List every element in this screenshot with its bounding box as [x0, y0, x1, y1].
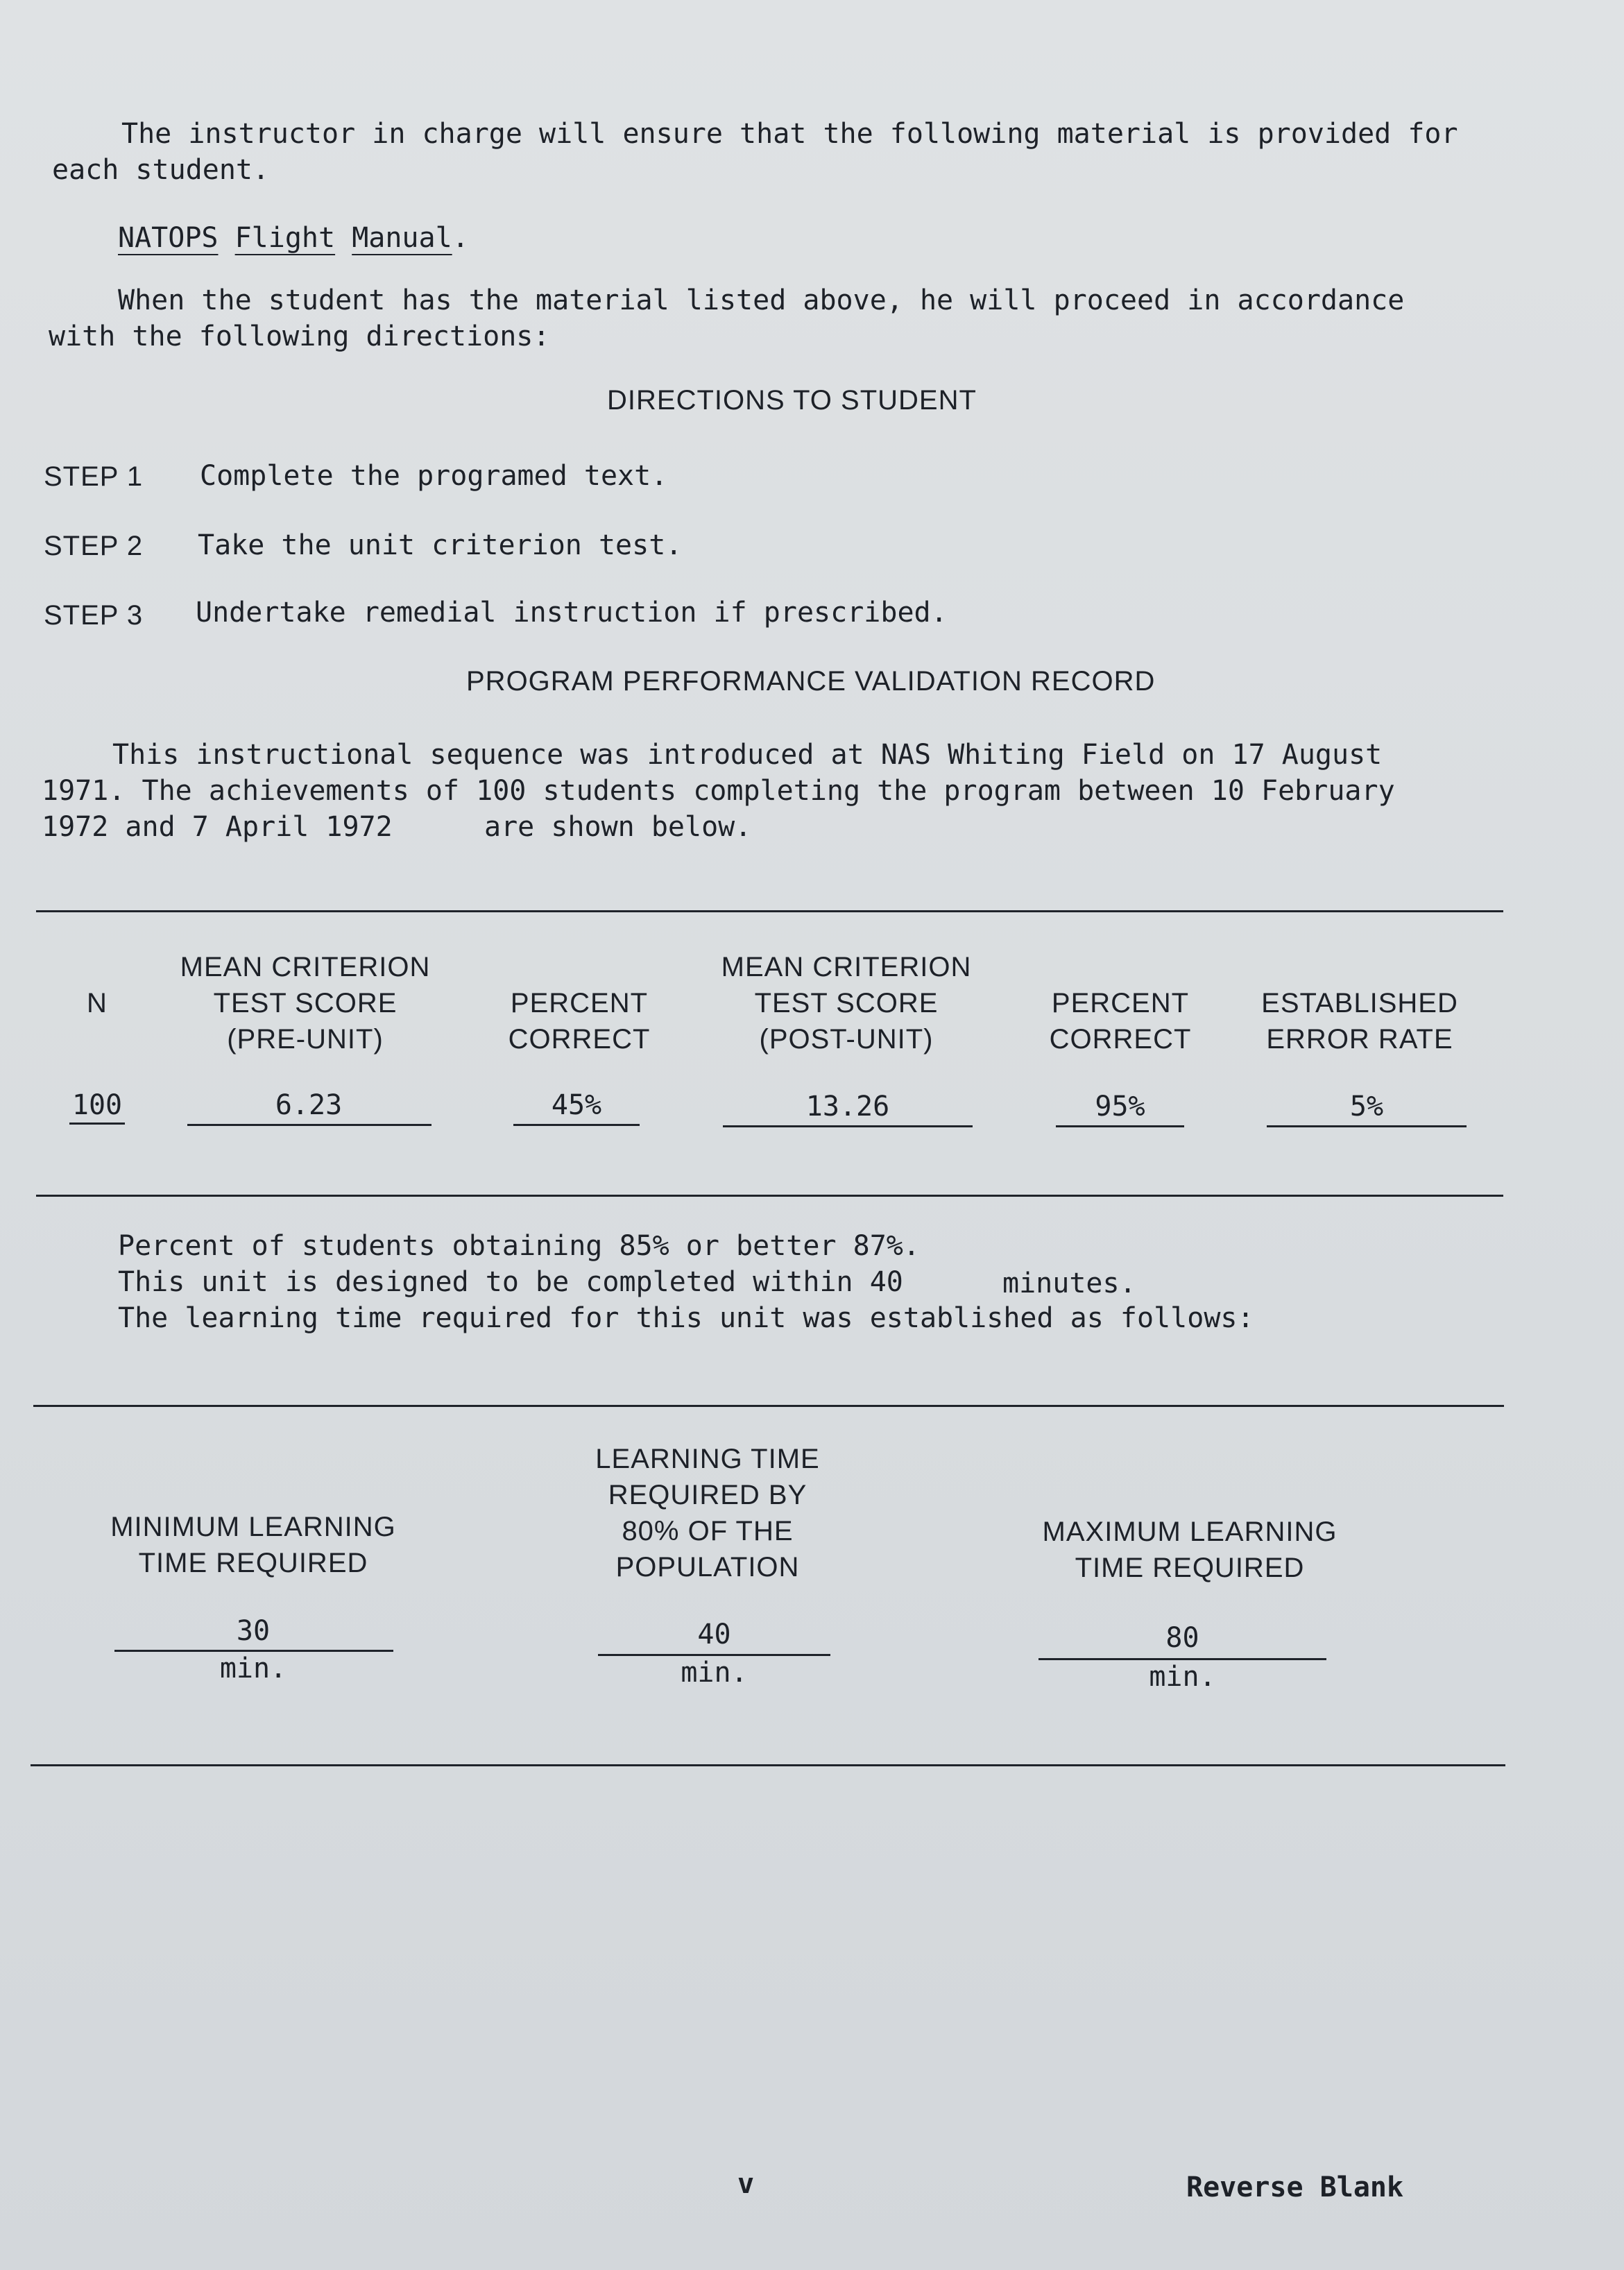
table2-top-rule — [33, 1405, 1504, 1407]
reverse-blank-note: Reverse Blank — [1186, 2171, 1404, 2203]
table2-value-maximum: 80 — [1165, 1622, 1199, 1654]
table1-value-post-score: 13.26 — [805, 1091, 890, 1123]
table2-maximum-fraction-line — [1038, 1658, 1326, 1660]
table2-header-minimum: MINIMUM LEARNING TIME REQUIRED — [110, 1512, 396, 1578]
proceed-line-2: with the following directions: — [49, 321, 550, 352]
table2-unit-minimum: min. — [219, 1653, 287, 1684]
table1-value-pre-percent-underline — [513, 1124, 640, 1126]
table1-header-error-rate: ESTABLISHED ERROR RATE — [1261, 988, 1458, 1055]
table2-header-maximum: MAXIMUM LEARNING TIME REQUIRED — [1042, 1517, 1337, 1583]
table1-value-error-rate-underline — [1267, 1125, 1467, 1127]
table1-value-pre-score: 6.23 — [275, 1089, 343, 1121]
intro-line-1: The instructor in charge will ensure that the following material is provided for — [121, 118, 1458, 150]
table1-value-n: 100 — [71, 1089, 123, 1121]
table1-value-error-rate: 5% — [1349, 1091, 1384, 1123]
materials-list — [118, 222, 469, 254]
table2-minimum-fraction-line — [114, 1650, 393, 1652]
table1-header-post-score: MEAN CRITERION TEST SCORE (POST-UNIT) — [721, 952, 972, 1055]
summary-line-2a: This unit is designed to be completed within 40 — [118, 1266, 903, 1298]
material-word-2: Flight — [234, 222, 336, 254]
table2-value-80-percent: 40 — [697, 1619, 731, 1650]
table1-value-post-percent-underline — [1056, 1125, 1184, 1127]
step-3-label: STEP 3 — [44, 600, 144, 631]
step-2-label: STEP 2 — [44, 531, 144, 561]
summary-line-2b: minutes. — [1002, 1268, 1136, 1299]
step-3-text: Undertake remedial instruction if prescribed. — [196, 597, 948, 629]
table1-header-post-percent: PERCENT CORRECT — [1049, 988, 1192, 1055]
table1-bottom-rule — [36, 1195, 1503, 1197]
table1-value-post-percent: 95% — [1095, 1091, 1145, 1123]
table2-value-minimum: 30 — [236, 1615, 271, 1647]
table1-header-pre-percent: PERCENT CORRECT — [508, 988, 651, 1055]
table2-unit-80-percent: min. — [681, 1657, 748, 1689]
record-intro-line-3b: are shown below. — [484, 811, 752, 843]
record-intro-line-1: This instructional sequence was introduced at NAS Whiting Field on 17 August — [112, 739, 1383, 771]
table2-bottom-rule — [31, 1764, 1505, 1766]
step-1-label: STEP 1 — [44, 461, 144, 492]
record-intro-line-3a: 1972 and 7 April 1972 — [42, 811, 393, 843]
summary-line-3: The learning time required for this unit was established as follows: — [118, 1302, 1254, 1334]
table1-value-post-score-underline — [723, 1125, 973, 1127]
intro-line-2: each student. — [52, 154, 270, 186]
table2-80-percent-fraction-line — [598, 1654, 830, 1656]
summary-line-1: Percent of students obtaining 85% or better 87%. — [118, 1230, 920, 1262]
table1-value-n-underline — [69, 1123, 125, 1125]
table2-unit-maximum: min. — [1149, 1661, 1216, 1693]
material-word-1: NATOPS — [118, 222, 219, 254]
step-2-text: Take the unit criterion test. — [198, 529, 683, 561]
page-number: v — [737, 2168, 755, 2200]
table1-header-pre-score: MEAN CRITERION TEST SCORE (PRE-UNIT) — [180, 952, 431, 1055]
directions-heading: DIRECTIONS TO STUDENT — [607, 385, 977, 416]
record-heading: PROGRAM PERFORMANCE VALIDATION RECORD — [466, 666, 1156, 697]
table1-header-n: N — [87, 988, 108, 1018]
table1-value-pre-score-underline — [187, 1124, 431, 1126]
record-intro-line-2: 1971. The achievements of 100 students completing the program between 10 February — [42, 775, 1395, 807]
material-word-3: Manual — [352, 222, 452, 254]
table1-value-pre-percent: 45% — [551, 1089, 602, 1121]
proceed-line-1: When the student has the material listed above, he will proceed in accordance — [118, 284, 1405, 316]
table1-top-rule — [36, 910, 1503, 912]
step-1-text: Complete the programed text. — [200, 460, 668, 492]
materials-period: . — [452, 222, 469, 254]
table2-header-80-percent: LEARNING TIME REQUIRED BY 80% OF THE POPULATION — [595, 1444, 820, 1582]
